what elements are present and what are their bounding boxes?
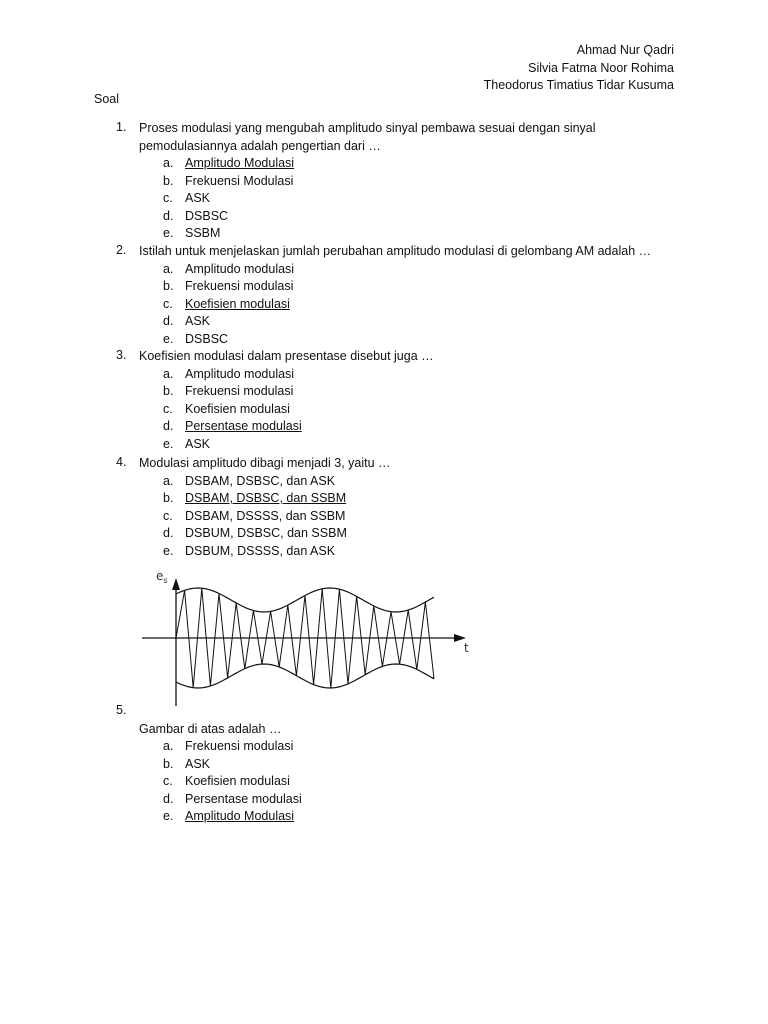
question-text: Proses modulasi yang mengubah amplitudo sinyal pembawa sesuai dengan sinyal pemodulasiannya adalah pengertian dari …: [139, 121, 596, 153]
option-text: Frekuensi Modulasi: [185, 173, 294, 188]
option-text: Amplitudo modulasi: [185, 366, 295, 381]
option-text: Amplitudo modulasi: [185, 261, 295, 276]
envelope-lower: [176, 664, 434, 688]
option-text: ASK: [185, 436, 211, 451]
option-text: SSBM: [185, 226, 221, 240]
option-letter: c.: [163, 508, 173, 523]
y-axis-label-subscript: s: [163, 576, 168, 585]
option-letter: b.: [163, 756, 174, 771]
option-text-correct: Amplitudo Modulasi: [185, 156, 295, 170]
am-waveform-figure: [138, 566, 478, 710]
option-letter: c.: [163, 401, 173, 416]
option-letter: c.: [163, 296, 173, 311]
author-name: Theodorus Timatius Tidar Kusuma: [483, 78, 674, 92]
question-number: 5.: [116, 703, 127, 717]
question-text: Koefisien modulasi dalam presentase disebut juga …: [139, 349, 434, 363]
option-text: DSBAM, DSBSC, dan ASK: [185, 473, 336, 488]
question-text: Modulasi amplitudo dibagi menjadi 3, yaitu …: [139, 456, 391, 470]
option-text-correct: DSBAM, DSBSC, dan SSBM: [185, 491, 347, 505]
option-letter: e.: [163, 331, 174, 346]
option-letter: d.: [163, 526, 174, 540]
option-letter: d.: [163, 419, 174, 433]
author-name: Ahmad Nur Qadri: [576, 43, 674, 57]
option-text-correct: Persentase modulasi: [185, 419, 302, 433]
option-letter: a.: [163, 473, 174, 488]
option-letter: b.: [163, 173, 174, 188]
option-text: DSBSC: [185, 331, 229, 346]
option-letter: a.: [163, 156, 174, 170]
x-axis-label: t: [464, 641, 469, 655]
option-text: ASK: [185, 314, 211, 328]
question-text: Gambar di atas adalah …: [139, 721, 282, 736]
option-text: Koefisien modulasi: [185, 774, 290, 788]
option-letter: a.: [163, 366, 174, 381]
option-letter: d.: [163, 208, 174, 223]
option-text: Persentase modulasi: [185, 791, 302, 806]
question-number: 4.: [116, 455, 127, 469]
y-axis-arrow: [172, 578, 180, 590]
option-letter: e.: [163, 436, 174, 451]
option-letter: e.: [163, 809, 174, 823]
option-text: DSBUM, DSSSS, dan ASK: [185, 543, 336, 558]
question-text: Istilah untuk menjelaskan jumlah perubahan amplitudo modulasi di gelombang AM adalah …: [139, 244, 652, 258]
option-letter: b.: [163, 491, 174, 505]
section-title: Soal: [94, 92, 120, 106]
option-text: DSBAM, DSSSS, dan SSBM: [185, 508, 346, 523]
option-text: Frekuensi modulasi: [185, 384, 294, 398]
option-text: Frekuensi modulasi: [185, 739, 294, 753]
author-name: Silvia Fatma Noor Rohima: [528, 60, 674, 75]
option-letter: e.: [163, 226, 174, 240]
option-letter: d.: [163, 314, 174, 328]
option-letter: e.: [163, 543, 174, 558]
option-letter: a.: [163, 261, 174, 276]
option-letter: a.: [163, 739, 174, 753]
option-letter: c.: [163, 774, 173, 788]
option-text-correct: Amplitudo Modulasi: [185, 809, 295, 823]
question-number: 2.: [116, 243, 127, 257]
option-letter: b.: [163, 279, 174, 293]
question-number: 3.: [116, 348, 127, 362]
option-text-correct: Koefisien modulasi: [185, 296, 290, 311]
question-number: 1.: [116, 120, 127, 134]
option-text: ASK: [185, 191, 211, 205]
option-letter: b.: [163, 384, 174, 398]
option-letter: d.: [163, 791, 174, 806]
y-axis-label: $e_s$: [156, 569, 168, 585]
option-text: DSBUM, DSBSC, dan SSBM: [185, 526, 347, 540]
option-text: DSBSC: [185, 208, 229, 223]
option-text: Frekuensi modulasi: [185, 279, 294, 293]
option-text: Koefisien modulasi: [185, 401, 290, 416]
option-letter: c.: [163, 191, 173, 205]
option-text: ASK: [185, 756, 211, 771]
author-list: [484, 42, 674, 95]
